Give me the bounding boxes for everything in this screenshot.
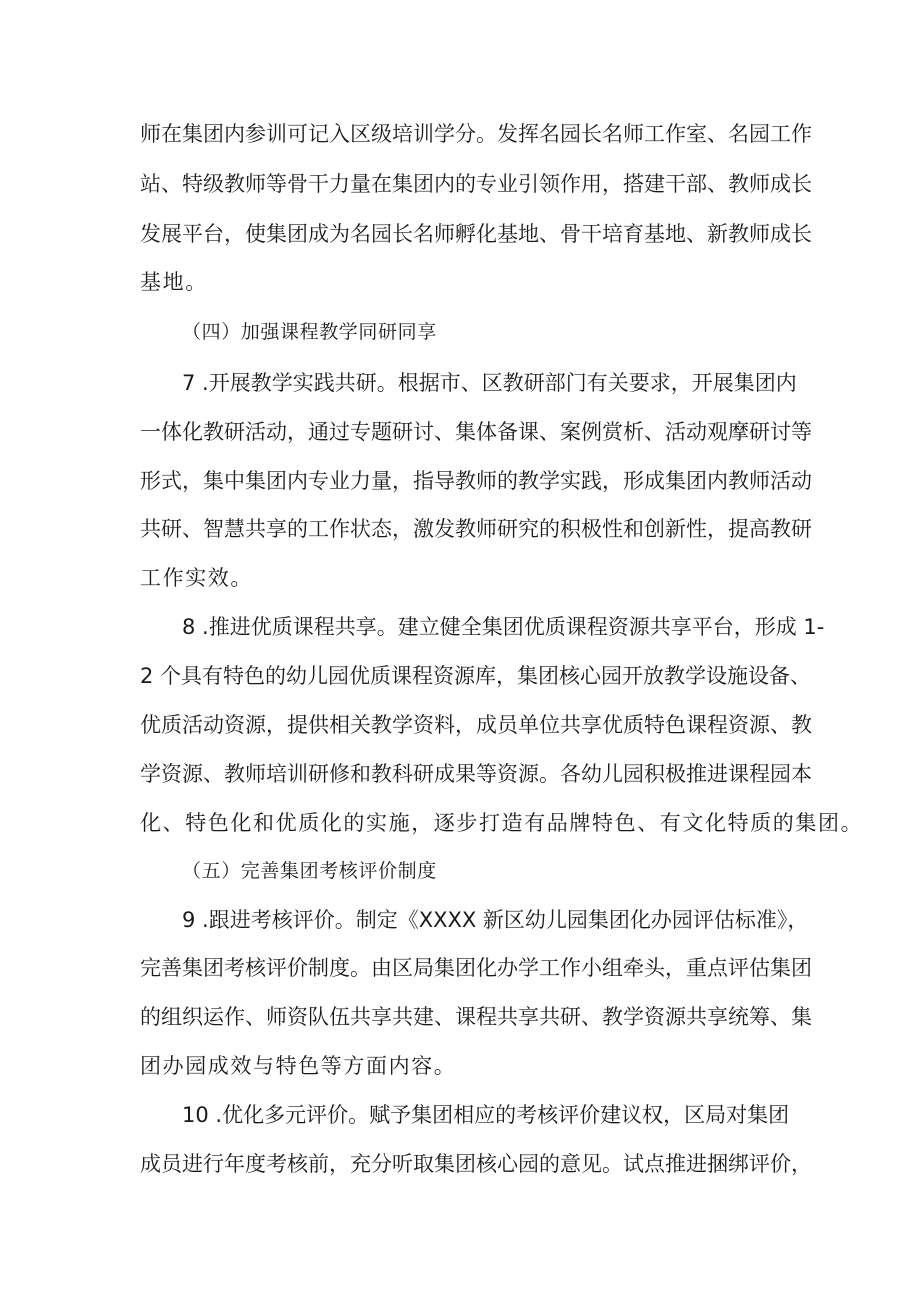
item-9-line: 9 .跟进考核评价。制定《XXXX 新区幼儿园集团化办园评估标准》，	[182, 908, 809, 932]
item-9-line: 完善集团考核评价制度。由区局集团化办学工作小组牵头，重点评估集团	[140, 956, 812, 980]
item-10-line: 10 .优化多元评价。赋予集团相应的考核评价建议权，区局对集团	[182, 1103, 790, 1127]
item-7-line: 一体化教研活动，通过专题研讨、集体备课、案例赏析、活动观摩研讨等	[140, 420, 812, 444]
item-8-line: 2 个具有特色的幼儿园优质课程资源库，集团核心园开放教学设施设备、	[140, 664, 812, 688]
item-7-line: 形式，集中集团内专业力量，指导教师的教学实践，形成集团内教师活动	[140, 469, 812, 493]
paragraph-intro-line: 师在集团内参训可记入区级培训学分。发挥名园长名师工作室、名园工作	[140, 122, 812, 146]
item-8-line: 8 .推进优质课程共享。建立健全集团优质课程资源共享平台，形成 1-	[182, 615, 825, 639]
item-8-line: 学资源、教师培训研修和教科研成果等资源。各幼儿园积极推进课程园本	[140, 762, 812, 786]
paragraph-intro-line: 发展平台，使集团成为名园长名师孵化基地、骨干培育基地、新教师成长	[140, 222, 812, 246]
paragraph-intro-line: 站、特级教师等骨干力量在集团内的专业引领作用，搭建干部、教师成长	[140, 172, 812, 196]
section-heading-4: （四）加强课程教学同研同享	[182, 321, 437, 343]
item-9-line: 团办园成效与特色等方面内容。	[140, 1054, 457, 1078]
item-7-line: 工作实效。	[140, 566, 253, 590]
item-9-line: 的组织运作、师资队伍共享共建、课程共享共研、教学资源共享统筹、集	[140, 1005, 812, 1029]
paragraph-intro-line: 基地。	[140, 270, 208, 294]
section-heading-5: （五）完善集团考核评价制度	[182, 860, 437, 882]
item-8-line: 化、特色化和优质化的实施，逐步打造有品牌特色、有文化特质的集团。	[140, 811, 864, 835]
item-7-line: 7 .开展教学实践共研。根据市、区教研部门有关要求，开展集团内	[182, 371, 797, 395]
item-10-line: 成员进行年度考核前，充分听取集团核心园的意见。试点推进捆绑评价，	[140, 1152, 812, 1176]
item-7-line: 共研、智慧共享的工作状态，激发教师研究的积极性和创新性，提高教研	[140, 517, 812, 541]
item-8-line: 优质活动资源，提供相关教学资料，成员单位共享优质特色课程资源、教	[140, 713, 812, 737]
